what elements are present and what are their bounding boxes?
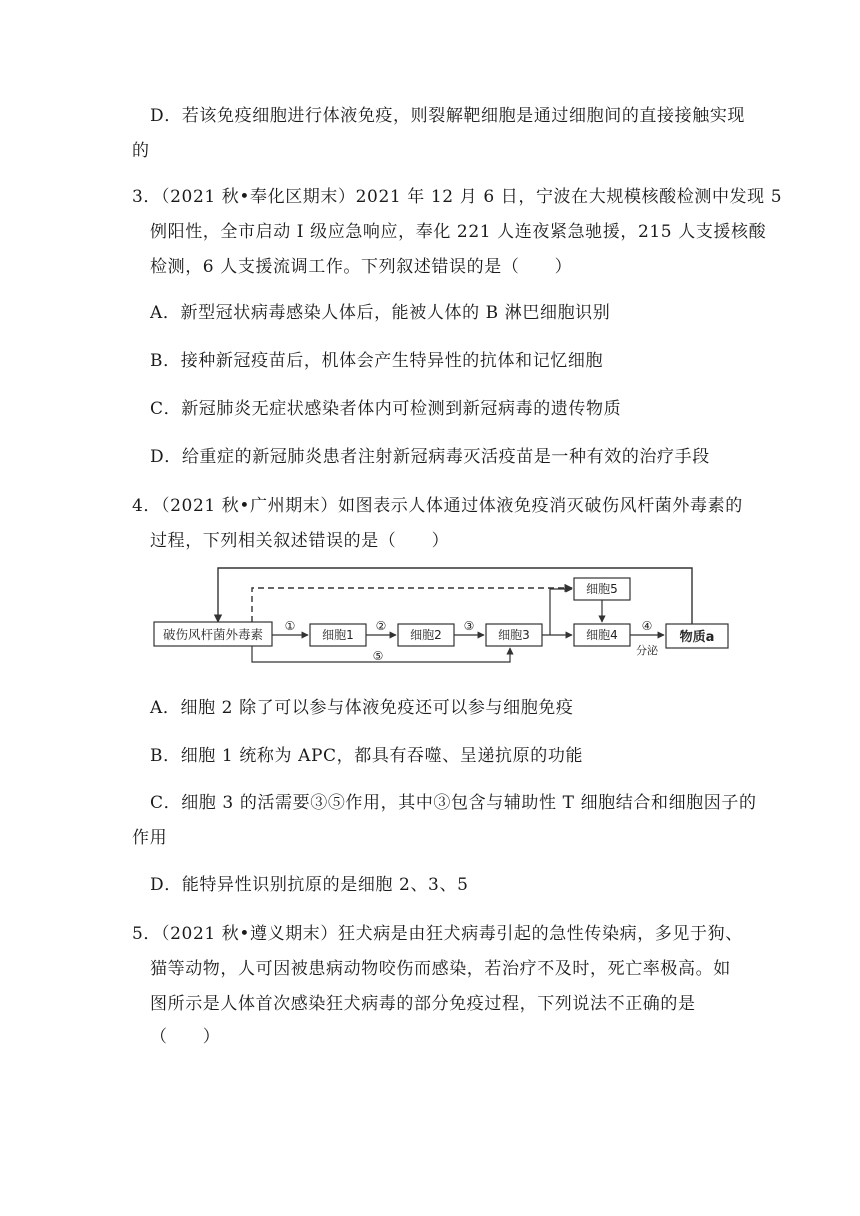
cell3-to-cell5 [550, 589, 572, 635]
q4-stem-line1: 4．（2021 秋•广州期末）如图表示人体通过体液免疫消灭破伤风杆菌外毒素的 [132, 496, 743, 516]
q3-option-c: C．新冠肺炎无症状感染者体内可检测到新冠病毒的遗传物质 [150, 399, 622, 419]
q4-option-a: A．细胞 2 除了可以参与体液免疫还可以参与细胞免疫 [150, 698, 574, 718]
q5-stem-line4: （ ） [150, 1027, 221, 1047]
q3-stem-line3: 检测，6 人支援流调工作。下列叙述错误的是（ ） [150, 257, 573, 277]
substance-label: 物质a [679, 630, 715, 645]
step2-label: ② [375, 619, 387, 633]
q5-stem-line2: 猫等动物，人可因被患病动物咬伤而感染，若治疗不及时，死亡率极高。如 [150, 959, 731, 979]
cell3-label: 细胞3 [498, 628, 530, 642]
q4-option-c-line1: C．细胞 3 的活需要③⑤作用，其中③包含与辅助性 T 细胞结合和细胞因子的 [150, 793, 757, 813]
dashed-arrow [252, 588, 572, 622]
q3-stem-line2: 例阳性，全市启动 I 级应急响应，奉化 221 人连夜紧急驰援，215 人支援核酸 [150, 222, 767, 242]
cell5-label: 细胞5 [586, 582, 618, 596]
cell2-label: 细胞2 [410, 628, 442, 642]
q5-stem-line3: 图所示是人体首次感染狂犬病毒的部分免疫过程，下列说法不正确的是 [150, 994, 696, 1014]
cell4-label: 细胞4 [586, 628, 618, 642]
secrete-label: 分泌 [636, 644, 658, 657]
step3-label: ③ [463, 619, 475, 633]
q4-option-b: B．细胞 1 统称为 APC，都具有吞噬、呈递抗原的功能 [150, 746, 584, 766]
immune-flow-diagram [150, 562, 730, 674]
q4-option-d: D．能特异性识别抗原的是细胞 2、3、5 [150, 875, 469, 895]
step4-label: ④ [641, 619, 653, 633]
q3-stem-line1: 3．（2021 秋•奉化区期末）2021 年 12 月 6 日，宁波在大规模核酸检测中发现 5 [132, 187, 783, 207]
q3-option-b: B．接种新冠疫苗后，机体会产生特异性的抗体和记忆细胞 [150, 351, 604, 371]
antigen-label: 破伤风杆菌外毒素 [162, 627, 264, 642]
q4-option-c-line2: 作用 [132, 828, 168, 848]
q2-option-d-line1: D．若该免疫细胞进行体液免疫，则裂解靶细胞是通过细胞间的直接接触实现 [150, 106, 746, 126]
q2-option-d-line2: 的 [132, 141, 150, 161]
step1-label: ① [284, 619, 296, 633]
q3-option-d: D．给重症的新冠肺炎患者注射新冠病毒灭活疫苗是一种有效的治疗手段 [150, 447, 710, 467]
step5-label: ⑤ [372, 649, 384, 663]
q3-option-a: A．新型冠状病毒感染人体后，能被人体的 B 淋巴细胞识别 [150, 303, 611, 323]
q4-stem-line2: 过程，下列相关叙述错误的是（ ） [150, 531, 450, 551]
q5-stem-line1: 5．（2021 秋•遵义期末）狂犬病是由狂犬病毒引起的急性传染病，多见于狗、 [132, 924, 743, 944]
cell1-label: 细胞1 [322, 628, 354, 642]
